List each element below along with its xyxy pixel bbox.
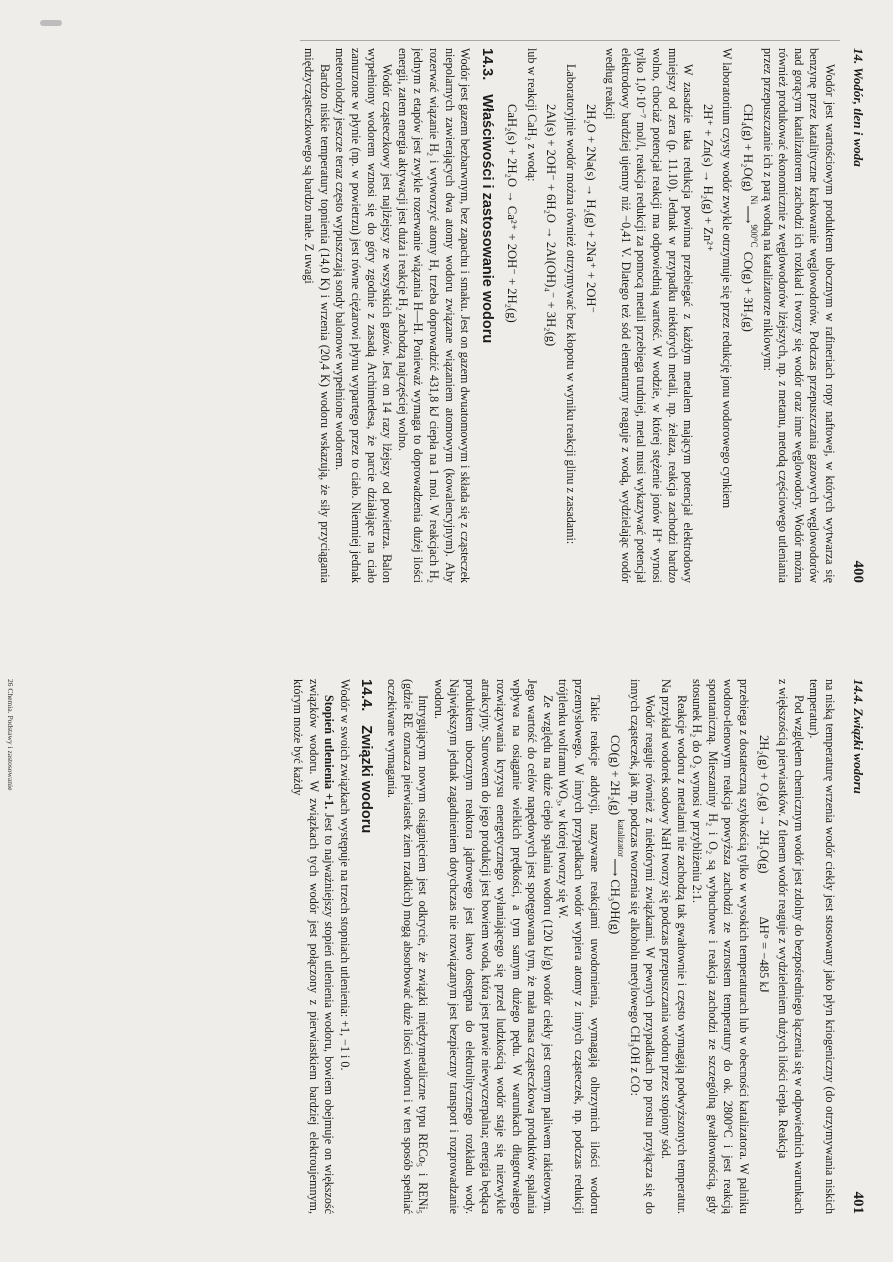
paragraph: Wodór reaguje również z niektórymi związkami. W pewnych przypadkach po prostu przyłącza się do innych cząsteczek, jak np. podczas tworzenia się alkoholu metylowego CH₃OH z CO: [627, 679, 658, 1214]
equation-aluminium-base: 2Al(s) + 2OH⁻ + 6H₂O → 2Al(OH)₄⁻ + 3H₂(g) [544, 104, 559, 347]
paragraph: Laboratoryjnie wodór można również otrzymywać bez kłopotu w wyniku reakcji glinu z zasadami: [564, 64, 579, 545]
equation-products: CO(g) + 3H₂(g) [741, 251, 756, 332]
equation-zinc-reduction: 2H⁺ + Zn(s) → H₂(g) + Zn²⁺ [700, 104, 715, 252]
equation-reactants: CH₄(g) + H₂O(g) [741, 104, 756, 192]
paragraph: Wodór jest wartościowym produktem ubocznym w rafineriach ropy naftowej, w których wytwarza się benzynę przez katalityczne krakowanie węglowodorów. Podczas przepuszczania gazowych węglowodorów nad gorącym katalizatorem zachodzi ich rozkład i tworzy się wodór oraz inne węglowodory. Wodór można również produkować ekonomicznie z węglowodorów lżejszych, np. z metanu, metodą częściowego utleniania przez przepuszczanie ich z parą wodną na katalizatorze niklowym: [760, 48, 837, 583]
reaction-arrow: ⟶ [608, 858, 623, 877]
equation-reactants: CO(g) + 2H₂(g) [608, 735, 623, 816]
paragraph: na niską temperaturę wrzenia wodór ciekły jest stosowany jako płyn kriogeniczny (do otrzymywania niskich temperatur). [807, 679, 837, 1214]
section-title: Właściwości i zastosowanie wodoru [478, 94, 495, 344]
paragraph: Takie reakcje addycji, nazywane reakcjami uwodornienia, wymagają olbrzymich ilości wodoru przemysłowego. W innych przypadkach wodór wypiera atomy z innych cząsteczek, np. podczas redukcji trójtlenku wolframu WO₃, w której tworzy się W. [556, 679, 602, 1214]
page-body [30, 679, 837, 1214]
paragraph: Ze względu na duże ciepło spalania wodoru (120 kJ/g) wodór ciekły jest cennym paliwem rakietowym. Jego wartość do celów napędowych jest spotęgowana tym, że mała masa cząsteczkowa produktów spalania wpływa na osiąganie wielkich prędkości, a tym samym dużego pędu. W warunkach długotrwałego rozwiązywania kryzysu energetycznego wyłaniającego się przed ludzkością wodór staje się niezwykle atrakcyjny. Surowcem do jego produkcji jest bowiem woda, która jest prawie niewyczerpalna; energia będąca produktem ubocznym reaktora jądrowego jest łatwo dostępna do elektrolitycznego rozkładu wody. Największym jednak zagadnieniem dotychczas nie rozwiązanym jest bezpieczny transport i rozprowadzanie wodoru. [431, 679, 555, 1214]
term-label: Stopień utlenienia +1. [322, 695, 337, 810]
paragraph: W zasadzie taka redukcja powinna przebiegać z każdym metalem mającym potencjał elektrodowy mniejszy od zera (p. 11.10). Jednak w przypadku niektórych metali, np. żelaza, reakcja zachodzi bardzo wolno, chociaż potencjał reakcji ma odpowiednią wartość. W wodzie, w której stężenie jonów H⁺ wynosi tylko 1,0·10⁻⁷ mol/l, reakcja redukcji za pomocą metali przebiega trudniej, metal musi wykazywać potencjał elektrodowy bardziej ujemny niż −0,41 V. Dlatego też sód elementarny reaguje z wodą, wydzielając wodór według reakcji [603, 48, 696, 583]
paragraph: przebiega z dostateczną szybkością tylko w wysokich temperaturach lub w obecności katalizatora. W palniku wodoro-tlenowym reakcja powyższa zachodzi ze wzrostem temperatury do ok. 2800°C i jest reakcją spontaniczną. Mieszaniny H₂ i O₂ są wybuchowe i reakcja zachodzi ze szczególną gwałtownością, gdy stosunek H₂ do O₂ wynosi w przybliżeniu 2:1. [690, 679, 752, 1214]
page-401 [0, 631, 893, 1262]
paragraph: Wodór cząsteczkowy jest najlżejszy ze wszystkich gazów. Jest on 14 razy lżejszy od powietrza. Balon wypełniony wodorem wznosi się do góry zgodnie z zasadą Archimedesa, że parcie działające na ciało zanurzone w płynie (np. w powietrzu) jest równe ciężarowi płynu wypartego przez to ciało. Niemniej jednak meteorolodzy jeszcze teraz często wypuszczają sondy balonowe wypełnione wodorem. [333, 48, 395, 583]
section-number: 14.3. [478, 48, 495, 81]
page-header [847, 679, 869, 1214]
section-number: 14.4. [358, 679, 375, 712]
paragraph-with-term [289, 679, 336, 1214]
enthalpy-value: ΔH° = −485 kJ [756, 916, 771, 993]
page-body [30, 48, 837, 583]
running-title: 14.4. Związki wodoru [851, 679, 866, 794]
page-number: 400 [850, 560, 867, 583]
equation-sodium-water: 2H₂O + 2Na(s) → H₂(g) + 2Na⁺ + 2OH⁻ [583, 104, 598, 314]
paragraph: Reakcje wodoru z metalami nie zachodzą tak gwałtownie i często wymagają podwyższonych temperatur. Na przykład wodorek sodowy NaH tworzy się podczas przepuszczania wodoru przez stopiony sód. [659, 679, 689, 1214]
temperature-label: 900°C [749, 224, 760, 248]
section-heading [478, 48, 494, 583]
reaction-arrow: ⟶ [741, 205, 756, 224]
page-number: 401 [850, 1191, 867, 1214]
equation-calcium-hydride: CaH₂(s) + 2H₂O → Ca²⁺ + 2OH⁻ + 2H₂(g) [505, 104, 520, 323]
paragraph: Wodór jest gazem bezbarwnym, bez zapachu i smaku. Jest on gazem dwuatomowym i składa się z cząsteczek niepolarnych zawierających dwa atomy wodoru związane wiązaniem atomowym (kowalencyjnym). Aby rozerwać wiązanie H₂ i wytworzyć atomy H, trzeba doprowadzić 431,8 kJ ciepła na 1 mol. W reakcjach H₂ jednym z etapów jest zwykle rozerwanie wiązania H—H. Ponieważ wymaga to doprowadzenia dużej ilości energii, zatem energia aktywacji jest duża i reakcje H₂ zachodzą najczęściej wolno. [395, 48, 473, 583]
equation-methanol [606, 735, 627, 1214]
running-title: 14. Wodór, tlen i woda [851, 48, 866, 167]
equation-hydrogen-oxygen [755, 735, 771, 1214]
equation-products: CH₃OH(g) [608, 879, 623, 935]
paragraph: W laboratorium czysty wodór zwykle otrzymuje się przez redukcję jonu wodorowego cynkiem [720, 48, 735, 509]
equation-body: 2H₂(g) + O₂(g) → 2H₂O(g) [756, 735, 771, 874]
page-header [847, 48, 869, 583]
equation-methane-reforming [738, 104, 760, 583]
catalyst-label: katalizator [616, 819, 627, 858]
catalyst-label: Ni [749, 195, 760, 205]
section-heading [358, 679, 374, 1214]
paragraph: lub w reakcji CaH₂ z wodą: [524, 48, 539, 182]
section-title: Związki wodoru [358, 725, 375, 834]
paragraph-rest: Jest to najważniejszy stopień utlenienia wodoru, bowiem obejmuje on większość związków wodoru. W związkach tych wodór jest połączony z pierwiastkiem bardziej elektroujemnym, którym może być każdy [291, 679, 337, 1214]
paragraph: Wodór w swoich związkach występuje na trzech stopniach utlenienia: +1, −1 i 0. [337, 679, 352, 1071]
paragraph: Pod względem chemicznym wodór jest zdolny do bezpośredniego łączenia się w odpowiednich warunkach z większością pierwiastków. Z tlenem wodór reaguje z wydzieleniem dużych ilości ciepła. Reakcja [776, 679, 806, 1214]
footer-mark: 26 Chemia. Podstawy i zastosowanie [6, 679, 15, 791]
paragraph: Intrygującym nowym osiągnięciem jest odkrycie, że związki międzymetaliczne typu RECo₅ i RENi₅ (gdzie RE oznacza pierwiastek ziem rzadkich) mogą absorbować duże ilości wodoru i w ten sposób spełniać oczekiwane wymagania. [384, 679, 431, 1214]
paragraph: Bardzo niskie temperatury topnienia (14,0 K) i wrzenia (20,4 K) wodoru wskazują, że siły przyciągania międzycząsteczkowego są bardzo małe. Z uwagi [302, 48, 332, 583]
